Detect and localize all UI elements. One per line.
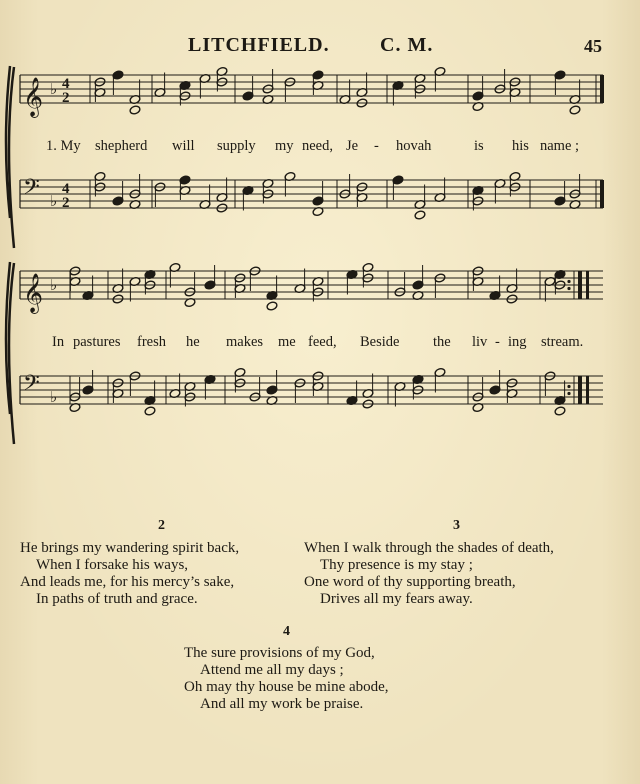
verse-4-line-4: And all my work be praise. [200, 696, 364, 712]
lyric-word: will [172, 138, 195, 154]
tune-title: LITCHFIELD. [188, 34, 330, 56]
lyric-word: fresh [137, 334, 166, 350]
note-head [414, 210, 426, 220]
lyric-word: need, [302, 138, 333, 154]
final-barline [586, 271, 589, 299]
lyric-word: shepherd [95, 138, 148, 154]
verse-3-number: 3 [453, 518, 460, 533]
verse-2-line-2: When I forsake his ways, [36, 557, 189, 573]
flat-sign: ♭ [50, 388, 58, 406]
lyric-word: name ; [540, 138, 580, 154]
verse-4-line-2: Attend me all my days ; [200, 662, 344, 678]
lyric-word: makes [226, 334, 264, 350]
final-barline [586, 376, 589, 404]
verse-4-line-1: The sure provisions of my God, [184, 645, 375, 661]
lyric-word: stream. [541, 334, 584, 350]
verse-3-line-1: When I walk through the shades of death, [304, 540, 554, 556]
tune-meter: C. M. [380, 34, 434, 56]
verse-4-line-3: Oh may thy house be mine abode, [184, 679, 389, 695]
page-number: 45 [584, 36, 602, 56]
treble-clef: 𝄞 [23, 273, 44, 313]
lyric-word: Beside [360, 334, 400, 350]
verse-4-number: 4 [283, 624, 290, 639]
bass-clef: 𝄢 [23, 371, 40, 401]
time-signature: 4 [62, 181, 70, 197]
repeat-dot [567, 287, 570, 290]
lyric-word: me [278, 334, 296, 350]
note-head [266, 301, 278, 311]
time-signature: 2 [62, 195, 70, 211]
repeat-dot [567, 385, 570, 388]
lyric-word: his [512, 138, 529, 154]
lyric-word: my [275, 138, 294, 154]
repeat-dot [567, 392, 570, 395]
lyric-word: ing [508, 334, 527, 350]
lyric-word: - [374, 138, 379, 154]
verse-2-number: 2 [158, 518, 165, 533]
final-barline [600, 75, 604, 103]
repeat-dot [567, 280, 570, 283]
final-barline [578, 271, 582, 299]
note-head [144, 406, 156, 416]
time-signature: 2 [62, 90, 70, 106]
lyric-word: 1. My [46, 138, 81, 154]
verse-2-line-3: And leads me, for his mercy’s sake, [20, 574, 235, 590]
flat-sign: ♭ [50, 80, 58, 98]
note-head [129, 105, 141, 115]
lyric-word: pastures [73, 334, 121, 350]
time-signature: 4 [62, 76, 70, 92]
lyric-word: the [433, 334, 451, 350]
lyric-word: he [186, 334, 200, 350]
lyric-word: hovah [396, 138, 432, 154]
verse-3-line-4: Drives all my fears away. [320, 591, 473, 607]
system-brace [9, 263, 14, 444]
lyric-word: In [52, 334, 65, 350]
final-barline [600, 180, 604, 208]
lyric-word: supply [217, 138, 256, 154]
bass-clef: 𝄢 [23, 175, 40, 205]
flat-sign: ♭ [50, 192, 58, 210]
note-head [554, 406, 566, 416]
treble-clef: 𝄞 [23, 77, 44, 117]
verse-3-line-2: Thy presence is my stay ; [320, 557, 473, 573]
lyric-word: feed, [308, 334, 337, 350]
verse-2-line-1: He brings my wandering spirit back, [20, 540, 240, 556]
system-brace [9, 67, 14, 248]
verse-2-line-4: In paths of truth and grace. [36, 591, 198, 607]
lyric-word: liv [472, 334, 488, 350]
lyric-word: - [495, 334, 500, 350]
note-head [569, 105, 581, 115]
lyric-word: Je [346, 138, 359, 154]
verse-3-line-3: One word of thy supporting breath, [304, 574, 516, 590]
flat-sign: ♭ [50, 276, 58, 294]
final-barline [578, 376, 582, 404]
lyric-word: is [474, 138, 484, 154]
